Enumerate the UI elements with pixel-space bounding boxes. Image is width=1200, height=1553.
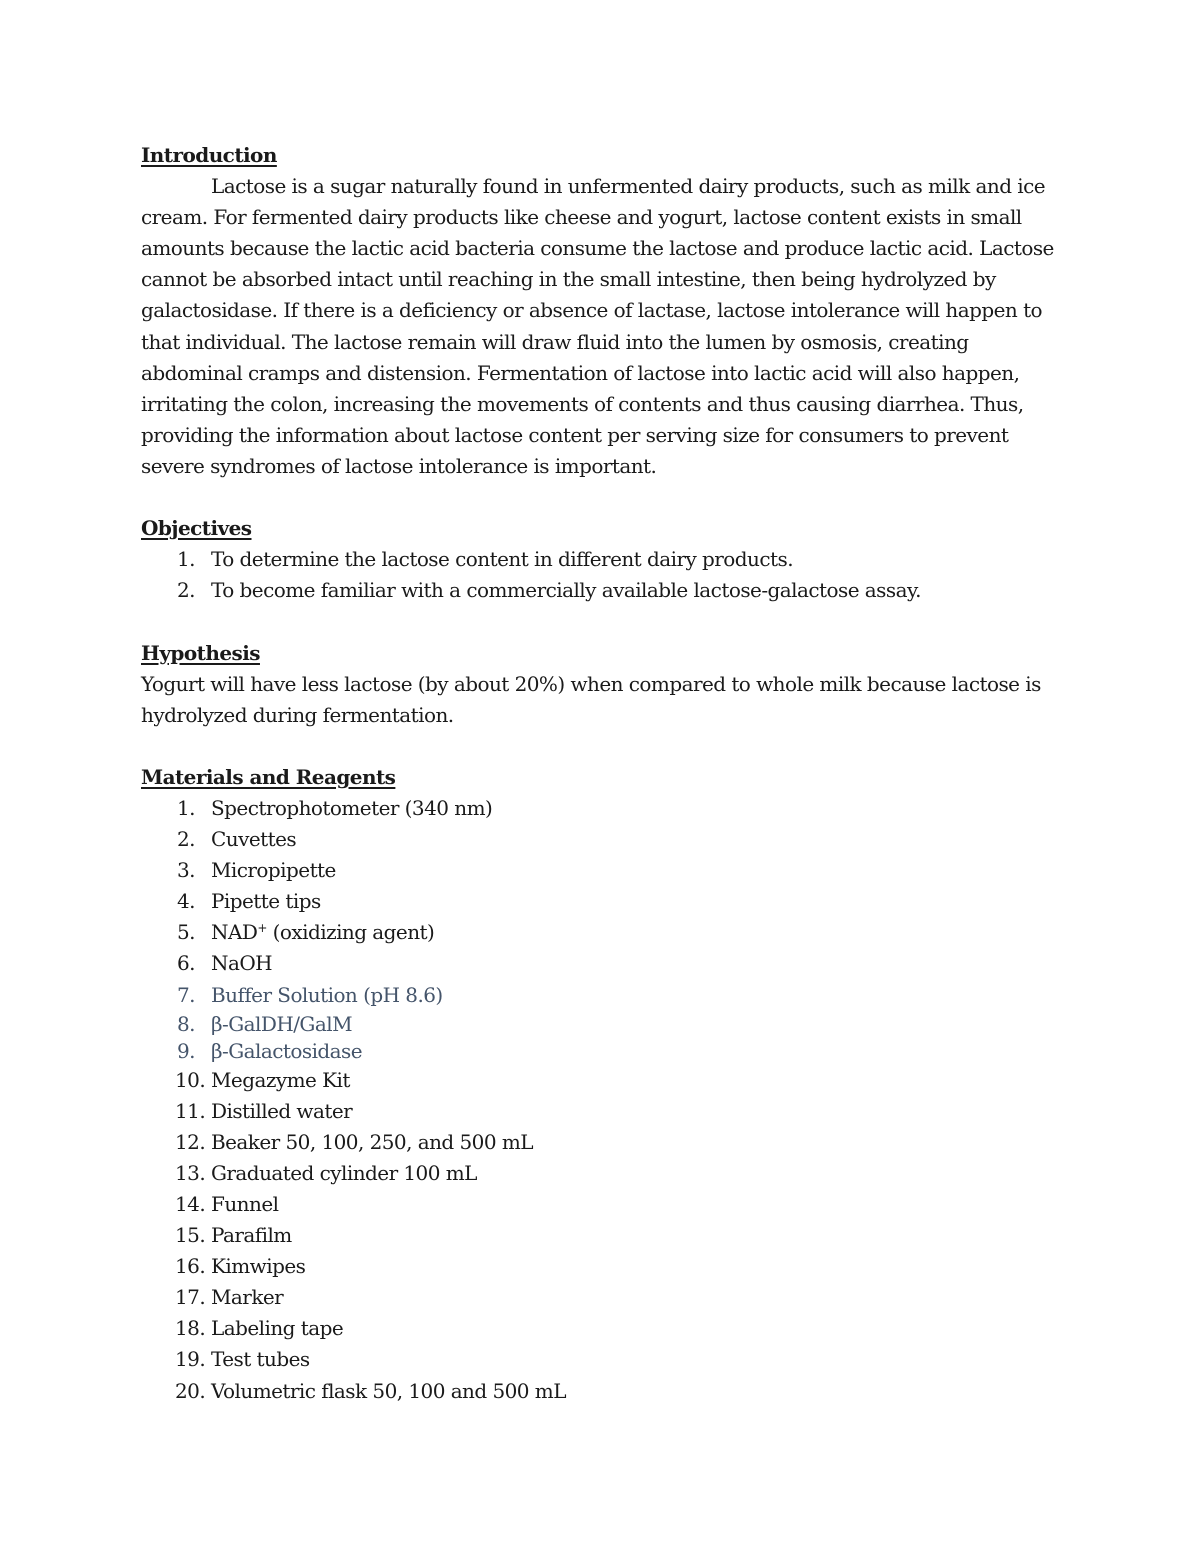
list-number: 15.	[175, 1223, 206, 1248]
list-item	[141, 1313, 1061, 1344]
list-text: β-Galactosidase	[211, 1038, 363, 1063]
list-text: β-GalDH/GalM	[211, 1011, 353, 1036]
list-text: Marker	[211, 1285, 284, 1310]
list-number: 2.	[177, 827, 195, 852]
list-text: Test tubes	[211, 1347, 310, 1372]
list-number: 4.	[177, 889, 195, 914]
list-text: Micropipette	[211, 858, 336, 883]
list-text: Labeling tape	[211, 1316, 344, 1341]
list-text: NAD	[211, 920, 258, 945]
list-number: 18.	[175, 1316, 206, 1341]
list-number: 9.	[177, 1038, 195, 1063]
list-item	[141, 1220, 1061, 1251]
list-text: NaOH	[211, 951, 273, 976]
list-number: 17.	[175, 1285, 206, 1310]
list-number: 1.	[177, 795, 195, 820]
introduction-heading: Introduction	[141, 143, 277, 167]
list-number: 11.	[175, 1098, 206, 1123]
list-text: Pipette tips	[211, 889, 321, 914]
list-item	[141, 1038, 1061, 1065]
list-text: Graduated cylinder 100 mL	[211, 1160, 477, 1185]
list-text: Buffer Solution (pH 8.6)	[211, 982, 443, 1007]
list-text: Parafilm	[211, 1223, 292, 1248]
materials-list	[141, 793, 1061, 1407]
list-number: 2.	[177, 578, 195, 603]
list-number: 20.	[175, 1378, 206, 1403]
hypothesis-paragraph: Yogurt will have less lactose (by about 20%) when compared to whole milk because lactose is hydrolyzed during fermentation.	[141, 671, 1041, 727]
list-item	[141, 1065, 1061, 1096]
list-text: Spectrophotometer (340 nm)	[211, 795, 493, 820]
list-item	[141, 948, 1061, 979]
list-item	[141, 544, 1061, 575]
introduction-paragraph: Lactose is a sugar naturally found in unfermented dairy products, such as milk and ice cream. For fermented dairy products like cheese and yogurt, lactose content exists in small amounts because the lactic acid bacteria consume the lactose and produce lactic acid. Lactose cannot be absorbed intact until reaching in the small intestine, then being hydrolyzed by galactosidase. If there is a deficiency or absence of lactase, lactose intolerance will happen to that individual. The lactose remain will draw fluid into the lumen by osmosis, creating abdominal cramps and distension. Fermentation of lactose into lactic acid will also happen, irritating the colon, increasing the movements of contents and thus causing diarrhea. Thus, providing the information about lactose content per serving size for consumers to prevent severe syndromes of lactose intolerance is important.	[141, 174, 1054, 478]
list-number: 16.	[175, 1254, 206, 1279]
objectives-heading: Objectives	[141, 516, 252, 541]
superscript-plus: +	[257, 921, 267, 936]
section-spacer	[141, 482, 1061, 513]
list-number: 14.	[175, 1192, 206, 1216]
list-number: 8.	[177, 1011, 195, 1036]
document-page	[141, 140, 1061, 1407]
list-number: 19.	[175, 1347, 206, 1372]
list-item	[141, 917, 1061, 948]
list-number: 1.	[177, 547, 195, 572]
list-number: 7.	[177, 982, 195, 1007]
list-text: Funnel	[211, 1192, 279, 1216]
section-spacer	[141, 606, 1061, 637]
list-text-suffix: (oxidizing agent)	[266, 920, 435, 945]
list-number: 3.	[177, 858, 195, 883]
list-text: Distilled water	[211, 1098, 353, 1123]
list-text: Kimwipes	[211, 1254, 306, 1279]
list-text: Volumetric flask 50, 100 and 500 mL	[211, 1378, 566, 1403]
list-text: To become familiar with a commercially available lactose-galactose assay.	[211, 578, 921, 603]
list-number: 6.	[177, 951, 195, 976]
list-item	[141, 1344, 1061, 1375]
list-item	[141, 575, 1061, 606]
list-number: 5.	[177, 920, 195, 945]
list-item	[141, 1127, 1061, 1158]
list-item	[141, 793, 1061, 824]
list-number: 12.	[175, 1129, 206, 1154]
list-number: 10.	[175, 1067, 206, 1092]
list-item	[141, 1189, 1061, 1220]
list-text: To determine the lactose content in different dairy products.	[211, 547, 794, 572]
list-item	[141, 1096, 1061, 1127]
list-text: Cuvettes	[211, 827, 297, 852]
list-item	[141, 886, 1061, 917]
hypothesis-heading: Hypothesis	[141, 640, 260, 665]
list-item	[141, 824, 1061, 855]
list-item	[141, 855, 1061, 886]
list-item	[141, 1376, 1061, 1407]
section-spacer	[141, 731, 1061, 762]
list-text: Megazyme Kit	[211, 1067, 350, 1092]
list-item	[141, 1011, 1061, 1038]
list-text: Beaker 50, 100, 250, and 500 mL	[211, 1129, 533, 1154]
list-item	[141, 1282, 1061, 1313]
objectives-list	[141, 544, 1061, 606]
list-item	[141, 1251, 1061, 1282]
materials-heading: Materials and Reagents	[141, 764, 396, 789]
list-number: 13.	[175, 1160, 206, 1185]
list-item	[141, 980, 1061, 1011]
list-item	[141, 1158, 1061, 1189]
